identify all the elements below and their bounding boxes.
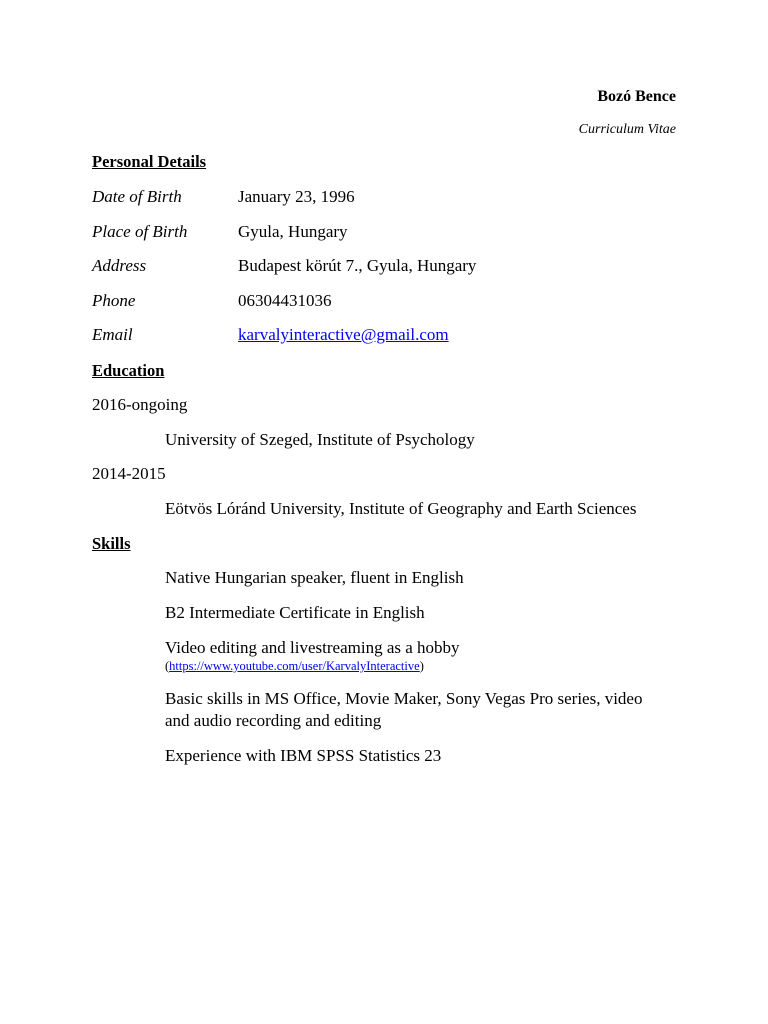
skill-item-spss: Experience with IBM SPSS Statistics 23 [165,746,442,765]
pob-label: Place of Birth [92,222,188,241]
skill-item-video: Video editing and livestreaming as a hobby [165,638,460,657]
cv-subtitle: Curriculum Vitae [578,122,676,137]
education-period-1: 2016-ongoing [92,395,188,414]
dob-value: January 23, 1996 [238,187,355,206]
skill-item-software-line-2: and audio recording and editing [165,711,382,730]
skill-item-certificate: B2 Intermediate Certificate in English [165,603,425,622]
skill-item-software-line-1: Basic skills in MS Office, Movie Maker, Sony Vegas Pro series, video [165,689,643,708]
pob-value: Gyula, Hungary [238,222,348,241]
education-period-2: 2014-2015 [92,464,166,483]
cv-name: Bozó Bence [597,88,676,105]
address-value: Budapest körút 7., Gyula, Hungary [238,256,477,275]
email-label: Email [92,325,133,344]
phone-label: Phone [92,291,136,310]
youtube-link[interactable]: https://www.youtube.com/user/KarvalyInteractive [169,659,420,673]
youtube-paren-close: ) [419,659,424,673]
personal-details-heading: Personal Details [92,152,207,171]
skill-item-language: Native Hungarian speaker, fluent in English [165,568,464,587]
education-institution-2: Eötvös Lóránd University, Institute of Geography and Earth Sciences [165,499,637,518]
youtube-line [165,658,424,674]
email-link[interactable]: karvalyinteractive@gmail.com [238,325,449,344]
dob-label: Date of Birth [92,187,182,206]
phone-value: 06304431036 [238,291,332,310]
education-heading: Education [92,361,165,380]
skills-heading: Skills [92,534,131,553]
address-label: Address [92,256,147,275]
youtube-paren-open: ( [165,659,170,673]
education-institution-1: University of Szeged, Institute of Psychology [165,430,475,449]
